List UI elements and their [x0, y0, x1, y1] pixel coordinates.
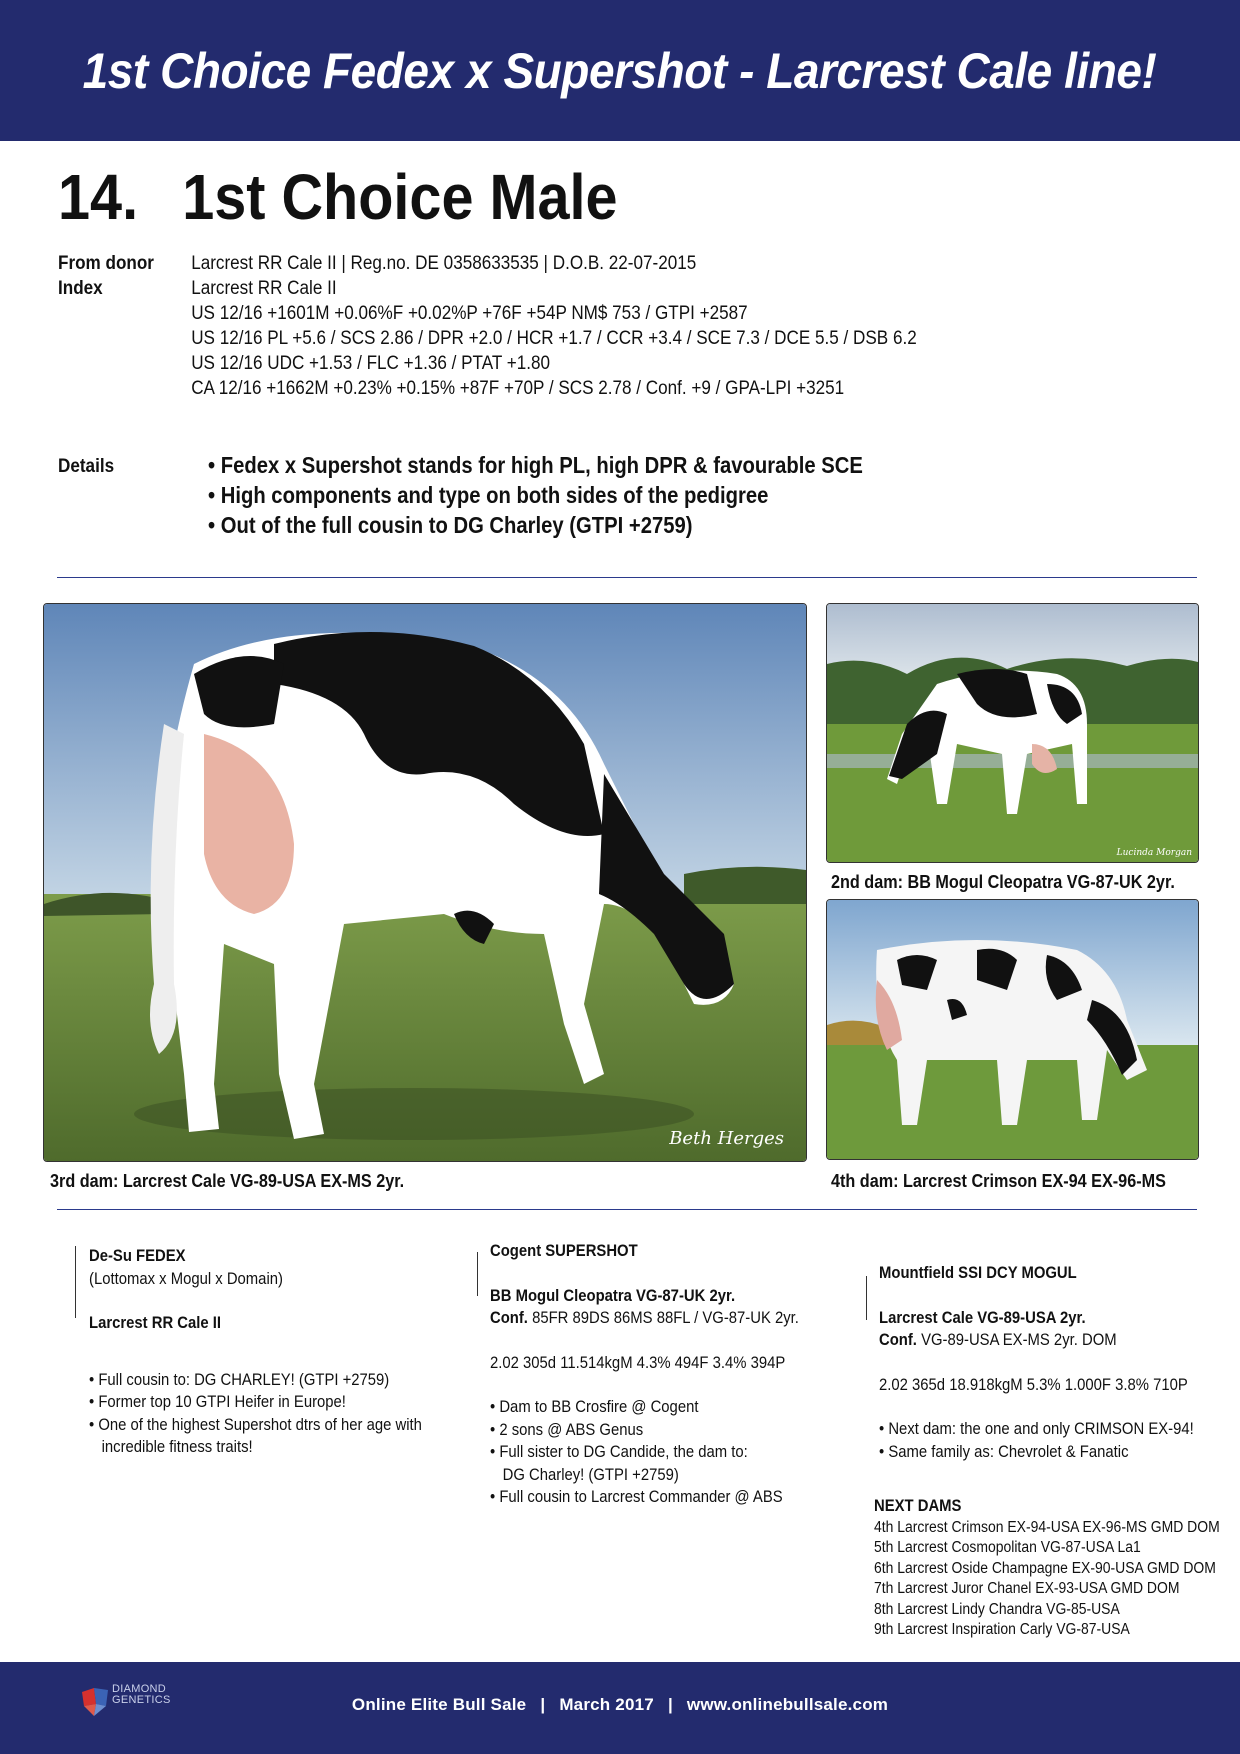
logo-text: GENETICS	[112, 1694, 171, 1706]
next-dam-item: 9th Larcrest Inspiration Carly VG-87-USA	[874, 1621, 1130, 1638]
dam-name: Larcrest RR Cale II	[89, 1314, 222, 1332]
next-dam-item: 8th Larcrest Lindy Chandra VG-85-USA	[874, 1600, 1120, 1618]
event-date: March 2017	[559, 1695, 654, 1714]
highlight-item: • Former top 10 GTPI Heifer in Europe!	[89, 1391, 430, 1414]
footer-bar	[0, 1662, 1240, 1754]
next-dams-title: NEXT DAMS	[874, 1497, 962, 1515]
production-record: 2.02 305d 11.514kgM 4.3% 494F 3.4% 394P	[490, 1353, 786, 1372]
next-dams	[874, 1495, 1220, 1641]
cow-photo	[44, 604, 806, 1161]
caption-3rd-dam: 3rd dam: Larcrest Cale VG-89-USA EX-MS 2yr.	[50, 1171, 405, 1191]
highlight-item: • Full sister to DG Candide, the dam to: DG Charley! (GTPI +2759)	[490, 1441, 773, 1486]
next-dam-item: 6th Larcrest Oside Champagne EX-90-USA GMD DOM	[874, 1559, 1216, 1577]
details-item: • Out of the full cousin to DG Charley (GTPI +2759)	[208, 510, 863, 540]
conf-value: VG-89-USA EX-MS 2yr. DOM	[921, 1331, 1117, 1349]
highlight-item: • 2 sons @ ABS Genus	[490, 1419, 799, 1442]
dam-highlights	[89, 1369, 430, 1459]
highlight-item: • Full cousin to Larcrest Commander @ ABS	[490, 1486, 799, 1509]
photo-credit: Beth Herges	[669, 1128, 784, 1149]
sire-name: Mountfield SSI DCY MOGUL	[879, 1264, 1077, 1282]
conf-label: Conf.	[490, 1309, 528, 1327]
divider	[57, 577, 1197, 578]
divider	[57, 1209, 1197, 1210]
index-line: US 12/16 +1601M +0.06%F +0.02%P +76F +54P NM$ 753 / GTPI +2587	[191, 303, 748, 324]
event-name: Online Elite Bull Sale	[351, 1695, 527, 1714]
highlight-item: • One of the highest Supershot dtrs of her age with incredible fitness traits!	[89, 1414, 430, 1459]
dam-name: Larcrest Cale VG-89-USA 2yr.	[879, 1308, 1086, 1327]
website-link[interactable]: www.onlinebullsale.com	[686, 1695, 889, 1714]
caption-4th-dam: 4th dam: Larcrest Crimson EX-94 EX-96-MS	[831, 1171, 1166, 1191]
pedigree-line	[477, 1252, 478, 1296]
cow-photo	[827, 604, 1198, 862]
banner-title: 1st Choice Fedex x Supershot - Larcrest Cale line!	[83, 42, 1157, 99]
sire-name: Cogent SUPERSHOT	[490, 1242, 638, 1260]
pedigree-column-1	[89, 1245, 430, 1459]
lot-heading	[58, 160, 618, 234]
dam-highlights	[879, 1418, 1194, 1463]
next-dam-item: 4th Larcrest Crimson EX-94-USA EX-96-MS GMD DOM	[874, 1518, 1220, 1536]
details-item: • Fedex x Supershot stands for high PL, high DPR & favourable SCE	[208, 450, 863, 480]
conf-value: 85FR 89DS 86MS 88FL / VG-87-UK 2yr.	[532, 1309, 799, 1327]
pedigree-column-3	[879, 1262, 1194, 1463]
photo-credit: Lucinda Morgan	[1116, 848, 1192, 858]
highlight-item: • Next dam: the one and only CRIMSON EX-94!	[879, 1418, 1194, 1441]
sire-name: De-Su FEDEX	[89, 1247, 186, 1265]
photo-2nd-dam	[826, 603, 1199, 863]
production-record: 2.02 365d 18.918kgM 5.3% 1.000F 3.8% 710P	[879, 1375, 1188, 1394]
highlight-item: • Full cousin to: DG CHARLEY! (GTPI +2759)	[89, 1369, 430, 1392]
index-line: US 12/16 UDC +1.53 / FLC +1.36 / PTAT +1.80	[191, 353, 551, 374]
details-list	[208, 450, 863, 540]
details-label: Details	[58, 456, 115, 477]
index-label: Index	[58, 278, 103, 299]
logo-text: DIAMOND	[112, 1683, 167, 1695]
dam-name: BB Mogul Cleopatra VG-87-UK 2yr.	[490, 1286, 736, 1305]
dam-highlights	[490, 1396, 799, 1509]
pedigree-line	[866, 1276, 867, 1320]
pedigree-line	[75, 1246, 76, 1318]
details-item: • High components and type on both sides of the pedigree	[208, 480, 863, 510]
photo-4th-dam	[826, 899, 1199, 1160]
lot-title: 1st Choice Male	[182, 161, 618, 233]
index-line: Larcrest RR Cale II	[191, 278, 337, 299]
conf-label: Conf.	[879, 1331, 917, 1349]
from-donor-value: Larcrest RR Cale II | Reg.no. DE 0358633535 | D.O.B. 22-07-2015	[191, 253, 697, 274]
sire-line: (Lottomax x Mogul x Domain)	[89, 1269, 283, 1288]
highlight-item: • Dam to BB Crosfire @ Cogent	[490, 1396, 799, 1419]
next-dam-item: 5th Larcrest Cosmopolitan VG-87-USA La1	[874, 1539, 1141, 1556]
index-line: US 12/16 PL +5.6 / SCS 2.86 / DPR +2.0 / HCR +1.7 / CCR +3.4 / SCE 7.3 / DCE 5.5 / DSB 6.2	[191, 328, 917, 349]
lot-number: 14.	[58, 161, 139, 233]
pedigree-column-2	[490, 1240, 799, 1509]
next-dam-item: 7th Larcrest Juror Chanel EX-93-USA GMD DOM	[874, 1580, 1180, 1597]
header-banner	[0, 0, 1240, 141]
index-line: CA 12/16 +1662M +0.23% +0.15% +87F +70P / SCS 2.78 / Conf. +9 / GPA-LPI +3251	[191, 378, 845, 399]
from-donor-label: From donor	[58, 253, 154, 274]
photo-3rd-dam	[43, 603, 807, 1162]
highlight-item: • Same family as: Chevrolet & Fanatic	[879, 1441, 1194, 1464]
cow-photo	[827, 900, 1198, 1159]
footer-text: Online Elite Bull Sale | March 2017 | www.onlinebullsale.com	[351, 1695, 889, 1714]
caption-2nd-dam: 2nd dam: BB Mogul Cleopatra VG-87-UK 2yr.	[831, 872, 1175, 892]
